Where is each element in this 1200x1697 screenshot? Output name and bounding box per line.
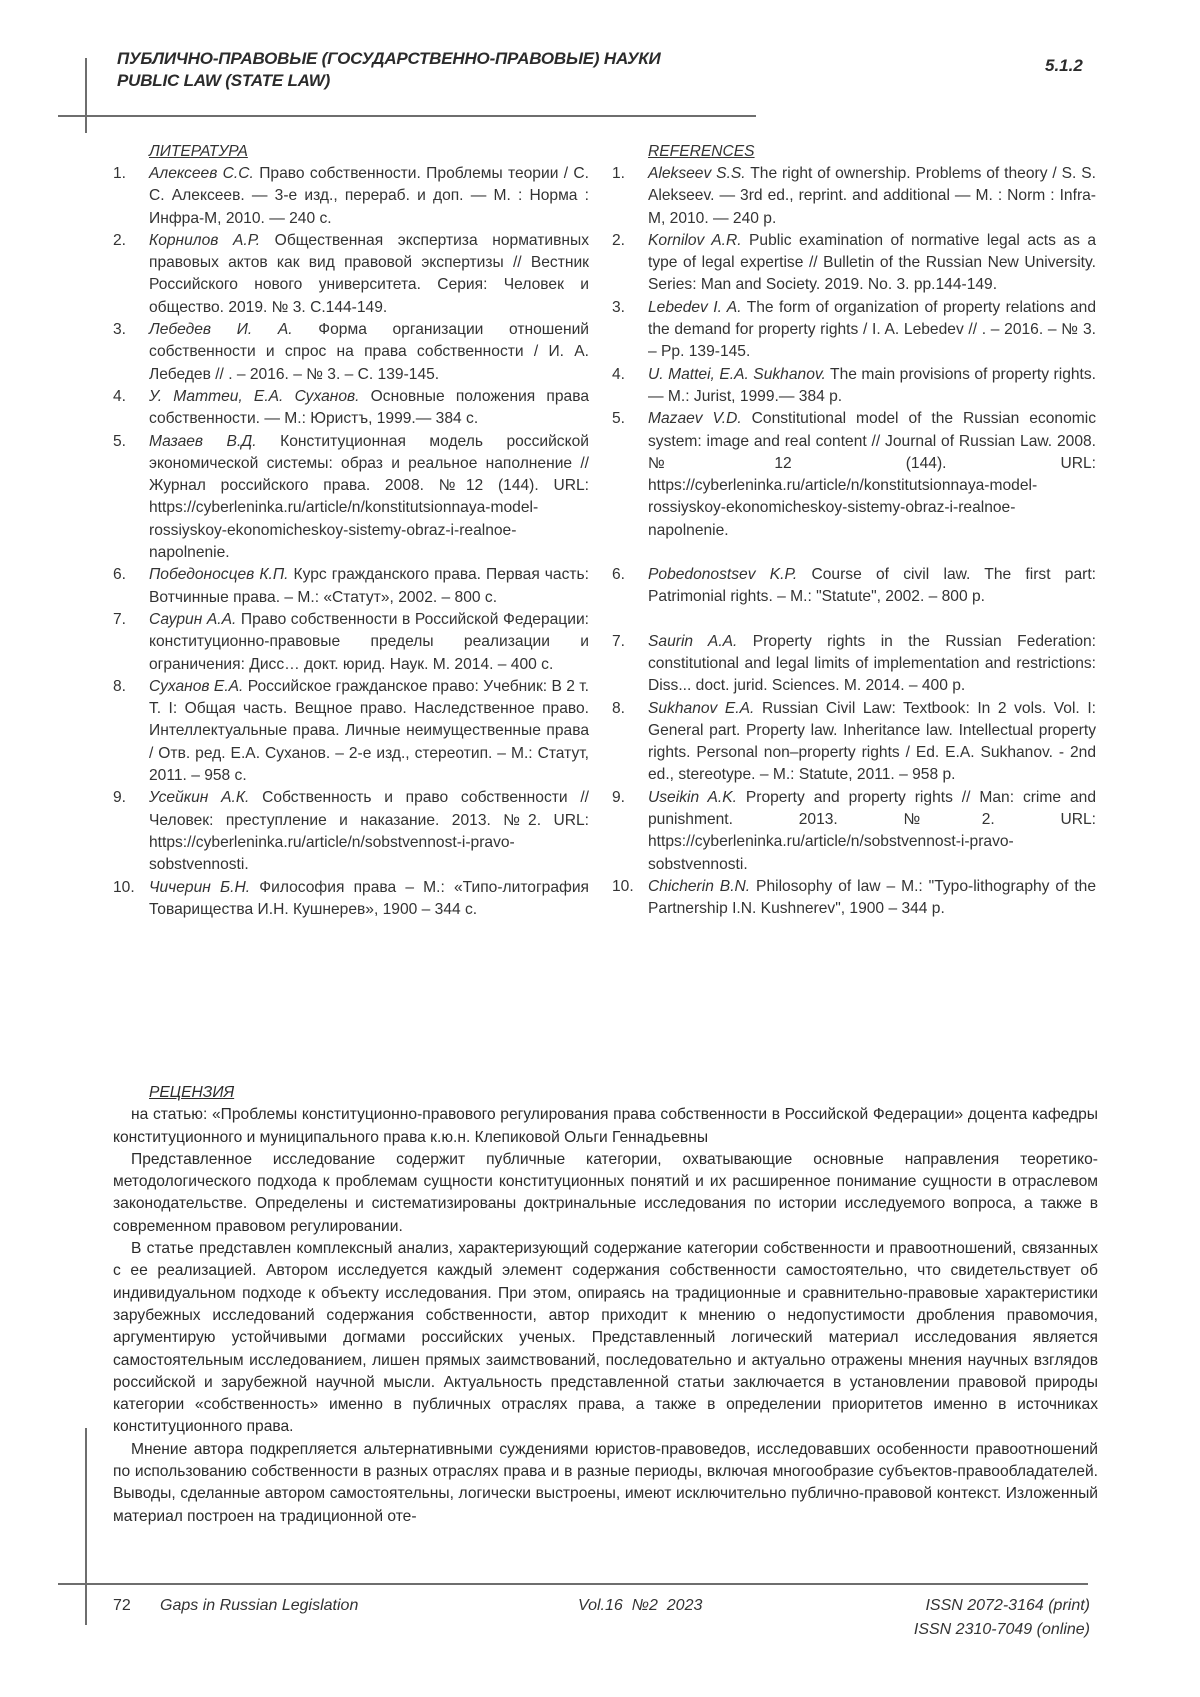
reference-item — [113, 787, 589, 876]
reference-item — [612, 364, 1096, 409]
reference-text: The right of ownership. Problems of theory / S. S. Alekseev. — 3rd ed., reprint. and additional — M. : Norm : Infra-M, 2010. — 240 p. — [648, 165, 1097, 227]
reference-author: Pobedonostsev K.P. — [648, 566, 798, 584]
reference-text: Общественная экспертиза нормативных правовых актов как вид правовой экспертизы // Вестник Российского нового университета. Серия: Человек и общество. 2019. № 3. С.144-149. — [149, 231, 590, 316]
reference-item — [612, 631, 1096, 698]
reference-text: Конституционная модель российской экономической системы: образ и реальное наполнение // Журнал российского права. 2008. №12 (144). URL: https://cyberleninka.ru/article/n/konstitutsionnaya-model-rossiyskoy-ekonomicheskoy-sistemy-obraz-i-realnoe-napolnenie. — [149, 432, 589, 562]
footer-vertical-rule — [85, 1428, 87, 1625]
reference-item — [612, 297, 1096, 364]
reference-number: 5. — [612, 410, 626, 428]
reference-item — [612, 787, 1096, 876]
reference-author: Лебедев И. А. — [149, 321, 293, 339]
reference-item — [612, 408, 1096, 542]
section-title-ru: ПУБЛИЧНО-ПРАВОВЫЕ (ГОСУДАРСТВЕННО-ПРАВОВЫЕ) НАУКИ — [117, 49, 661, 68]
reference-number: 4. — [612, 365, 626, 383]
literature-ru-heading: ЛИТЕРАТУРА — [149, 143, 248, 160]
reference-author: Усейкин А.К. — [149, 789, 250, 807]
reference-text: Property rights in the Russian Federation: constitutional and legal limits of implementation and restrictions: Diss... doct. jurid. Sciences. M. 2014. – 400 p. — [648, 632, 1097, 695]
header-horizontal-rule — [58, 115, 756, 117]
reference-text: Public examination of normative legal acts as a type of legal expertise // Bulletin of the Russian New University. Series: Man and Society. 2019. No. 3. pp.144-149. — [648, 231, 1097, 294]
footer-horizontal-rule — [58, 1583, 1088, 1585]
reference-item — [113, 386, 589, 431]
reference-author: Алексеев С.С. — [149, 165, 254, 182]
review-section — [113, 1082, 1098, 1528]
reference-author: Lebedev I. A. — [648, 298, 742, 316]
reference-item — [113, 230, 589, 319]
reference-item — [612, 163, 1096, 230]
reference-text: Право собственности в Российской Федерации: конституционно-правовые пределы реализации и ограничения: Дисс… докт. юрид. Наук. М. 2014. – 400 с. — [149, 610, 589, 673]
reference-number: 7. — [612, 632, 626, 650]
reference-item — [612, 876, 1096, 921]
reference-author: У. Маттеи, Е.А. Суханов. — [149, 387, 360, 405]
reference-text: Российское гражданское право: Учебник: В 2 т. Т. I: Общая часть. Вещное право. Наследственное право. Интеллектуальные права. Личные неимущественные права / Отв. ред. Е.А. Суханов. – 2-е изд., стереотип. – М.: Статут, 2011. – 958 с. — [149, 677, 589, 785]
issn-block — [880, 1594, 1090, 1642]
reference-item — [612, 564, 1096, 609]
reference-number: 2. — [113, 231, 127, 249]
reference-author: Kornilov A.R. — [648, 231, 742, 249]
reference-item — [113, 564, 589, 609]
literature-ru-column — [113, 141, 589, 943]
reference-number: 8. — [113, 677, 127, 695]
references-en-column — [612, 141, 1096, 921]
reference-text: Property and property rights // Man: crime and punishment. 2013. №2. URL: https://cyberleninka.ru/article/n/sobstvennost-i-pravo-sobstvennosti. — [648, 788, 1096, 873]
reference-number: 9. — [612, 788, 626, 806]
reference-author: Saurin A.A. — [648, 632, 738, 650]
reference-number: 9. — [113, 789, 127, 807]
section-code: 5.1.2 — [1045, 56, 1083, 75]
reference-number: 7. — [113, 610, 127, 628]
reference-text: Constitutional model of the Russian economic system: image and real content // Journal of Russian Law. 2008. №12 (144). URL: https://cyberleninka.ru/article/n/konstitutsionnaya-model-rossiyskoy-ekonomicheskoy-sistemy-obraz-i-realnoe-napolnenie. — [648, 410, 1096, 539]
reference-number: 3. — [612, 298, 626, 316]
reference-number: 3. — [113, 321, 127, 339]
reference-author: Саурин А.А. — [149, 610, 237, 628]
journal-name: Gaps in Russian Legislation — [160, 1597, 359, 1614]
review-heading: РЕЦЕНЗИЯ — [149, 1084, 235, 1101]
review-paragraph: Представленное исследование содержит публичные категории, охватывающие основные направления теоретико-методологического подхода к проблемам сущности конституционных понятий и их расширенное понимание сущности в отраслевом законодательстве. Определены и систематизированы доктринальные исследования по истории исследуемого вопроса, а также в современном правовом регулировании. — [113, 1150, 1098, 1235]
reference-text: Основные положения права собственности. — М.: Юристъ, 1999.— 384 с. — [149, 387, 589, 428]
reference-author: Mazaev V.D. — [648, 410, 742, 428]
section-title — [117, 48, 661, 92]
reference-author: Chicherin B.N. — [648, 877, 751, 895]
reference-text: Собственность и право собственности // Человек: преступление и наказание. 2013. №2. URL: https://cyberleninka.ru/article/n/sobstvennost-i-pravo-sobstvennosti. — [149, 789, 589, 874]
reference-text: The form of organization of property relations and the demand for property rights / I. A. Lebedev // . – 2016. – № 3. – Pp. 139-145. — [648, 298, 1096, 361]
reference-text: Право собственности. Проблемы теории / С. С. Алексеев. — 3-е изд., перераб. и доп. — М. : Норма : Инфра-М, 2010. — 240 с. — [149, 165, 589, 227]
reference-number: 6. — [612, 566, 626, 584]
references-en-list — [612, 163, 1096, 921]
reference-author: Alekseev S.S. — [648, 165, 746, 182]
reference-item — [113, 319, 589, 386]
reference-text: Russian Civil Law: Textbook: In 2 vols. Vol. I: General part. Property law. Inheritance law. Intellectual property rights. Personal non–property rights / Ed. E.A. Sukhanov. - 2nd ed., stereotype. – M.: Statute, 2011. – 958 p. — [648, 699, 1096, 784]
reference-text: The main provisions of property rights. — M.: Jurist, 1999.— 384 p. — [648, 365, 1096, 405]
reference-item — [113, 431, 589, 565]
reference-author: Sukhanov E.A. — [648, 699, 755, 717]
review-paragraph: В статье представлен комплексный анализ, характеризующий содержание категории собственности и правоотношений, связанных с ее реализацией. Автором исследуется каждый элемент содержания собственности самостоятельно, что свидетельствует об индивидуальном подходе к объекту исследования. При этом, опираясь на традиционные и сравнительно-правовые характеристики зарубежных исследований содержания собственности, автор приходит к мнению о недопустимости дробления правомочия, аргументирую устойчивыми догмами российских ученых. Представленный логический материал исследования является самостоятельным исследованием, лишен прямых заимствований, последовательно и актуально отражены мнения научных взглядов российской и зарубежной научной мысли. Актуальность представленной статьи заключается в установлении правовой природы категории «собственность» именно в публичных отраслях права, а также в определении приоритетов именно в источниках конституционного права. — [113, 1240, 1098, 1436]
reference-author: Суханов Е.А. — [149, 677, 244, 695]
review-paragraph: Мнение автора подкрепляется альтернативными суждениями юристов-правоведов, исследовавших особенности правоотношений по использованию собственности в разных отраслях права и в разные периоды, включая многообразие субъектов-правообладателей. Выводы, сделанные автором самостоятельны, логически выстроены, имеют исключительно публично-правовой контекст. Изложенный материал построен на традиционной оте- — [113, 1440, 1098, 1525]
reference-author: Чичерин Б.Н. — [149, 878, 251, 896]
reference-number: 1. — [612, 165, 626, 182]
review-subject: на статью: «Проблемы конституционно-правового регулирования права собственности в Российской Федерации» доцента кафедры конституционного и муниципального права к.ю.н. Клепиковой Ольги Геннадьевны — [113, 1106, 1098, 1146]
reference-text: Форма организации отношений собственности и спрос на права собственности / И. А. Лебедев // . – 2016. – № 3. – С. 139-145. — [149, 321, 590, 383]
reference-number: 8. — [612, 699, 626, 717]
reference-item — [612, 698, 1096, 787]
reference-author: Корнилов А.Р. — [149, 231, 261, 249]
reference-number: 1. — [113, 165, 127, 182]
header-vertical-rule — [85, 58, 87, 133]
reference-item — [113, 676, 589, 787]
reference-item — [612, 230, 1096, 297]
issn-online: ISSN 2310-7049 (online) — [913, 1621, 1090, 1638]
reference-author: Useikin A.K. — [648, 788, 737, 806]
reference-text: Philosophy of law – M.: "Typo-lithography of the Partnership I.N. Kushnerev", 1900 – 344 p. — [648, 877, 1096, 918]
reference-number: 10. — [612, 877, 634, 895]
issn-print: ISSN 2072-3164 (print) — [925, 1597, 1090, 1614]
reference-item — [113, 877, 589, 922]
reference-number: 10. — [113, 878, 135, 896]
reference-number: 6. — [113, 566, 127, 584]
reference-text: Course of civil law. The first part: Patrimonial rights. – M.: "Statute", 2002. – 800 p. — [648, 566, 1096, 606]
reference-number: 2. — [612, 231, 626, 249]
reference-text: Курс гражданского права. Первая часть: Вотчинные права. – М.: «Статут», 2002. – 800 с. — [149, 566, 589, 606]
reference-author: Мазаев В.Д. — [149, 432, 257, 450]
reference-text: Философия права – М.: «Типо-литография Товарищества И.Н. Кушнерев», 1900 – 344 с. — [149, 878, 589, 918]
section-title-en: PUBLIC LAW (STATE LAW) — [117, 71, 331, 90]
reference-item — [113, 163, 589, 230]
volume-issue: Vol.16 №2 2023 — [578, 1597, 703, 1614]
reference-author: Победоносцев К.П. — [149, 566, 289, 584]
references-en-heading: REFERENCES — [648, 143, 755, 160]
literature-ru-list — [113, 163, 589, 921]
reference-number: 5. — [113, 432, 127, 450]
reference-item — [113, 609, 589, 676]
reference-number: 4. — [113, 387, 127, 405]
page-number: 72 — [113, 1597, 131, 1614]
reference-author: U. Mattei, E.A. Sukhanov. — [648, 365, 826, 383]
